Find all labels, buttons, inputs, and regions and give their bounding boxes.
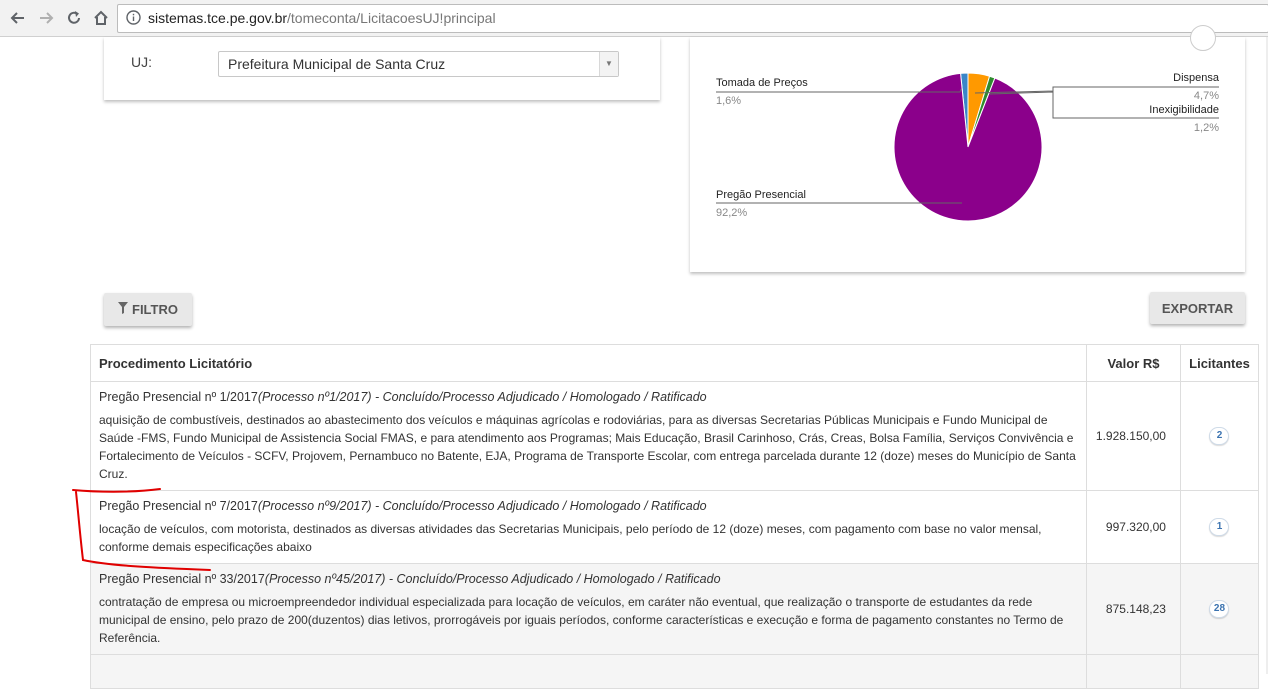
pct-pregao: 92,2% (716, 207, 748, 219)
filter-icon (118, 302, 128, 317)
procedimento-description: aquisição de combustíveis, destinados ao abastecimento dos veículos e máquinas agrícolas e rodoviárias, para as diversas Secretarias Públicas Municipais e Fundo Municipal de Saúde -FMS, Fundo Municipal de Assistencia Social FMAS, e para atendimento aos Programas; Mais Educação, Brasil Carinhoso, Crás, Creas, Bolsa Família, Serviços Convivência e Fortalecimento de Veículos - SCFV, Projovem, Pernambuco no Batente, EJA, Programa de Transporte Escolar, com entrega parcelada durante 12 (doze) meses do Município de Santa Cruz. (99, 413, 1076, 481)
uj-select[interactable] (218, 51, 619, 77)
url-text (148, 10, 496, 26)
procedimento-cell (91, 491, 1087, 564)
back-arrow-icon[interactable] (6, 6, 30, 30)
uj-select-value: Prefeitura Municipal de Santa Cruz (228, 56, 446, 72)
procedimento-name: Pregão Presencial nº 33/2017 (99, 572, 265, 586)
exportar-label: EXPORTAR (1161, 300, 1234, 316)
header-procedimento[interactable]: Procedimento Licitatório (91, 345, 1087, 382)
uj-label: UJ: (131, 54, 152, 70)
procedimento-name: Pregão Presencial nº 1/2017 (99, 390, 258, 404)
licitantes-badge[interactable]: 2 (1209, 427, 1229, 445)
procedimento-status: (Processo nº9/2017) - Concluído/Processo Adjudicado / Homologado / Ratificado (257, 499, 707, 513)
procedimento-description: contratação de empresa ou microempreendedor individual especializada para locação de veículos, em caráter não eventual, que realização o transporte de estudantes da rede municipal de ensino, pelo prazo de 200(duzentos) dias letivos, prorrogáveis por iguais períodos, conforme características e execução e forma de pagamento constantes no Termo de Referência. (99, 595, 1064, 645)
valor-cell: 875.148,23 (1087, 564, 1181, 655)
procedimento-title[interactable] (99, 497, 1078, 515)
procedimento-title[interactable] (99, 388, 1078, 406)
pct-inexigibilidade: 1,2% (1193, 122, 1219, 134)
procedimento-title[interactable] (99, 570, 1078, 588)
uj-filter-card (104, 37, 660, 100)
table-header-row (91, 345, 1259, 382)
procedimento-name: Pregão Presencial nº 7/2017 (99, 499, 258, 513)
label-dispensa: Dispensa (1173, 72, 1219, 84)
url-path: /tomeconta/LicitacoesUJ!principal (287, 10, 496, 26)
table-row[interactable] (91, 382, 1259, 491)
procedimento-cell (91, 564, 1087, 655)
licitantes-cell (1180, 655, 1258, 689)
licitantes-badge[interactable]: 28 (1209, 600, 1229, 618)
label-tomada: Tomada de Preços (716, 77, 808, 89)
exportar-button[interactable] (1150, 292, 1245, 324)
chevron-down-icon: ▼ (605, 59, 613, 68)
valor-cell (1087, 655, 1181, 689)
header-valor[interactable]: Valor R$ (1087, 345, 1181, 382)
procedimento-status: (Processo nº1/2017) - Concluído/Processo Adjudicado / Homologado / Ratificado (257, 390, 707, 404)
pie-chart (690, 37, 1245, 272)
licitantes-cell (1180, 382, 1258, 491)
url-domain: sistemas.tce.pe.gov.br (148, 10, 288, 26)
label-pregao: Pregão Presencial (716, 189, 806, 201)
pct-tomada: 1,6% (716, 95, 742, 107)
reload-icon[interactable] (62, 6, 86, 30)
home-icon[interactable] (89, 6, 113, 30)
dropdown-arrow[interactable] (599, 52, 618, 76)
table-row[interactable] (91, 564, 1259, 655)
licitantes-badge[interactable]: 1 (1209, 518, 1229, 536)
address-bar[interactable] (117, 4, 1268, 33)
table-row[interactable] (91, 655, 1259, 689)
filtro-button[interactable] (104, 293, 192, 326)
forward-arrow-icon[interactable] (34, 6, 58, 30)
licitacoes-table (90, 344, 1259, 689)
filtro-label: FILTRO (132, 302, 178, 317)
header-licitantes[interactable]: Licitantes (1180, 345, 1258, 382)
chart-card (690, 37, 1245, 272)
procedimento-cell (91, 655, 1087, 689)
info-icon[interactable] (126, 10, 141, 30)
table-row[interactable] (91, 491, 1259, 564)
licitantes-cell (1180, 491, 1258, 564)
valor-cell: 997.320,00 (1087, 491, 1181, 564)
procedimento-cell (91, 382, 1087, 491)
procedimento-status: (Processo nº45/2017) - Concluído/Processo Adjudicado / Homologado / Ratificado (264, 572, 721, 586)
valor-cell: 1.928.150,00 (1087, 382, 1181, 491)
browser-toolbar (0, 0, 1268, 37)
label-inexigibilidade: Inexigibilidade (1149, 104, 1219, 116)
procedimento-description: locação de veículos, com motorista, destinados as diversas atividades das Secretarias Municipais, pelo período de 12 (doze) meses, com pagamento com base no valor mensal, conforme demais especificações abaixo (99, 522, 1042, 554)
licitantes-cell (1180, 564, 1258, 655)
pct-dispensa: 4,7% (1193, 90, 1219, 102)
